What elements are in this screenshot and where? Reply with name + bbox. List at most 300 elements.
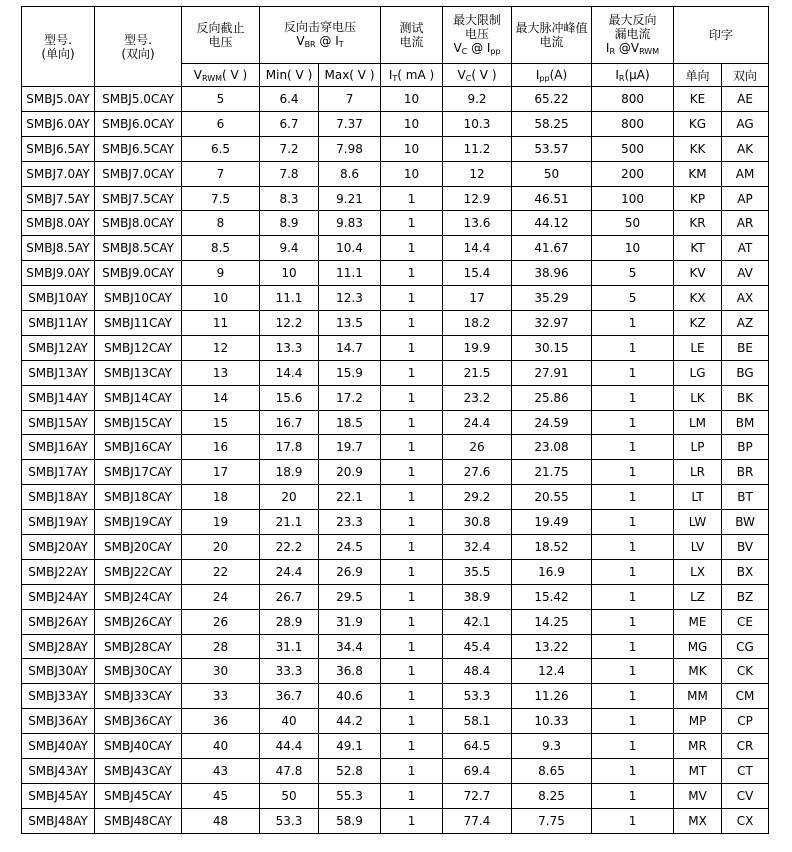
- cell-ipp: 10.33: [512, 709, 592, 734]
- cell-ipp: 19.49: [512, 510, 592, 535]
- cell-ir: 5: [592, 261, 674, 286]
- cell-marking-bi: CK: [722, 659, 769, 684]
- cell-ir: 1: [592, 460, 674, 485]
- cell-marking-uni: MG: [674, 634, 722, 659]
- cell-marking-uni: LW: [674, 510, 722, 535]
- cell-vbr-max: 23.3: [319, 510, 381, 535]
- cell-ipp: 7.75: [512, 808, 592, 833]
- cell-vbr-max: 24.5: [319, 535, 381, 560]
- cell-ir: 1: [592, 783, 674, 808]
- cell-ir: 1: [592, 535, 674, 560]
- table-row: [22, 286, 769, 311]
- cell-it: 1: [381, 734, 443, 759]
- cell-ipp: 18.52: [512, 535, 592, 560]
- cell-model-uni: SMBJ30AY: [22, 659, 95, 684]
- table-row: [22, 111, 769, 136]
- cell-model-uni: SMBJ13AY: [22, 360, 95, 385]
- cell-vc: 14.4: [443, 236, 512, 261]
- cell-model-uni: SMBJ8.5AY: [22, 236, 95, 261]
- cell-it: 1: [381, 609, 443, 634]
- cell-marking-uni: MV: [674, 783, 722, 808]
- cell-vbr-min: 14.4: [260, 360, 319, 385]
- cell-ir: 1: [592, 759, 674, 784]
- cell-marking-uni: KP: [674, 186, 722, 211]
- cell-model-uni: SMBJ5.0AY: [22, 87, 95, 112]
- table-row: [22, 211, 769, 236]
- cell-marking-uni: KX: [674, 286, 722, 311]
- cell-vbr-min: 10: [260, 261, 319, 286]
- cell-vbr-min: 7.2: [260, 136, 319, 161]
- cell-marking-bi: AT: [722, 236, 769, 261]
- cell-vrwm: 20: [182, 535, 260, 560]
- cell-marking-bi: BK: [722, 385, 769, 410]
- cell-vc: 48.4: [443, 659, 512, 684]
- cell-marking-bi: CX: [722, 808, 769, 833]
- cell-marking-bi: AZ: [722, 311, 769, 336]
- cell-vrwm: 11: [182, 311, 260, 336]
- subheader-vrwm: $V_{RWM}$( V ): [182, 64, 260, 87]
- cell-vrwm: 8: [182, 211, 260, 236]
- cell-vc: 18.2: [443, 311, 512, 336]
- cell-marking-bi: CR: [722, 734, 769, 759]
- cell-vc: 17: [443, 286, 512, 311]
- cell-marking-bi: BM: [722, 410, 769, 435]
- header-peak-pulse-current: 最大脉冲峰值 电流: [512, 7, 592, 64]
- cell-marking-bi: BW: [722, 510, 769, 535]
- cell-vbr-min: 44.4: [260, 734, 319, 759]
- table-row: [22, 136, 769, 161]
- cell-marking-uni: LP: [674, 435, 722, 460]
- cell-ipp: 8.25: [512, 783, 592, 808]
- cell-model-bi: SMBJ5.0CAY: [95, 87, 182, 112]
- cell-vc: 23.2: [443, 385, 512, 410]
- cell-vrwm: 40: [182, 734, 260, 759]
- cell-ir: 1: [592, 311, 674, 336]
- table-row: [22, 808, 769, 833]
- cell-vbr-min: 24.4: [260, 559, 319, 584]
- cell-ipp: 20.55: [512, 485, 592, 510]
- cell-vrwm: 22: [182, 559, 260, 584]
- cell-vc: 32.4: [443, 535, 512, 560]
- cell-it: 1: [381, 485, 443, 510]
- cell-vrwm: 9: [182, 261, 260, 286]
- cell-marking-bi: BR: [722, 460, 769, 485]
- cell-marking-uni: KE: [674, 87, 722, 112]
- cell-model-uni: SMBJ24AY: [22, 584, 95, 609]
- cell-vbr-min: 15.6: [260, 385, 319, 410]
- cell-ir: 1: [592, 485, 674, 510]
- cell-vbr-min: 31.1: [260, 634, 319, 659]
- cell-ipp: 16.9: [512, 559, 592, 584]
- cell-marking-uni: ME: [674, 609, 722, 634]
- table-row: [22, 161, 769, 186]
- cell-ipp: 24.59: [512, 410, 592, 435]
- cell-it: 1: [381, 385, 443, 410]
- cell-vbr-max: 40.6: [319, 684, 381, 709]
- table-row: [22, 435, 769, 460]
- cell-it: 1: [381, 460, 443, 485]
- cell-vbr-max: 7.37: [319, 111, 381, 136]
- cell-vrwm: 18: [182, 485, 260, 510]
- cell-model-bi: SMBJ12CAY: [95, 335, 182, 360]
- cell-vbr-min: 11.1: [260, 286, 319, 311]
- cell-marking-uni: MP: [674, 709, 722, 734]
- cell-vc: 64.5: [443, 734, 512, 759]
- cell-ipp: 23.08: [512, 435, 592, 460]
- cell-ipp: 41.67: [512, 236, 592, 261]
- header-model-unidirectional: 型号. (单向): [22, 7, 95, 87]
- cell-vbr-max: 29.5: [319, 584, 381, 609]
- cell-it: 1: [381, 659, 443, 684]
- cell-ipp: 25.86: [512, 385, 592, 410]
- cell-model-bi: SMBJ11CAY: [95, 311, 182, 336]
- table-row: [22, 609, 769, 634]
- table-row: [22, 360, 769, 385]
- cell-vbr-min: 7.8: [260, 161, 319, 186]
- cell-marking-bi: BX: [722, 559, 769, 584]
- header-model-bidirectional: 型号. (双向): [95, 7, 182, 87]
- cell-it: 1: [381, 634, 443, 659]
- cell-model-uni: SMBJ7.0AY: [22, 161, 95, 186]
- table-row: [22, 186, 769, 211]
- cell-vbr-min: 8.9: [260, 211, 319, 236]
- cell-vbr-max: 7: [319, 87, 381, 112]
- cell-model-uni: SMBJ48AY: [22, 808, 95, 833]
- cell-model-bi: SMBJ36CAY: [95, 709, 182, 734]
- cell-it: 1: [381, 311, 443, 336]
- cell-ipp: 35.29: [512, 286, 592, 311]
- cell-vrwm: 10: [182, 286, 260, 311]
- cell-marking-uni: LK: [674, 385, 722, 410]
- cell-vbr-max: 9.83: [319, 211, 381, 236]
- cell-vc: 30.8: [443, 510, 512, 535]
- cell-model-bi: SMBJ30CAY: [95, 659, 182, 684]
- cell-vbr-max: 44.2: [319, 709, 381, 734]
- subheader-marking-uni: 单向: [674, 64, 722, 87]
- subheader-vc: $V_C$( V ): [443, 64, 512, 87]
- cell-vbr-max: 7.98: [319, 136, 381, 161]
- cell-vrwm: 24: [182, 584, 260, 609]
- cell-model-uni: SMBJ16AY: [22, 435, 95, 460]
- cell-model-bi: SMBJ48CAY: [95, 808, 182, 833]
- cell-vbr-min: 18.9: [260, 460, 319, 485]
- cell-vbr-max: 11.1: [319, 261, 381, 286]
- cell-marking-bi: BZ: [722, 584, 769, 609]
- cell-it: 1: [381, 186, 443, 211]
- cell-marking-uni: MM: [674, 684, 722, 709]
- cell-ir: 1: [592, 410, 674, 435]
- cell-model-uni: SMBJ6.5AY: [22, 136, 95, 161]
- cell-vc: 24.4: [443, 410, 512, 435]
- cell-marking-bi: BE: [722, 335, 769, 360]
- cell-marking-bi: AP: [722, 186, 769, 211]
- cell-model-bi: SMBJ7.5CAY: [95, 186, 182, 211]
- table-row: [22, 311, 769, 336]
- cell-it: 1: [381, 211, 443, 236]
- table-row: [22, 584, 769, 609]
- cell-ipp: 65.22: [512, 87, 592, 112]
- cell-vrwm: 7: [182, 161, 260, 186]
- cell-ir: 1: [592, 510, 674, 535]
- cell-vbr-max: 14.7: [319, 335, 381, 360]
- subheader-ipp: $I_{pp}(A)$: [512, 64, 592, 87]
- cell-ipp: 8.65: [512, 759, 592, 784]
- cell-vrwm: 33: [182, 684, 260, 709]
- cell-marking-uni: KM: [674, 161, 722, 186]
- cell-ir: 1: [592, 634, 674, 659]
- table-row: [22, 709, 769, 734]
- cell-it: 1: [381, 410, 443, 435]
- cell-ipp: 14.25: [512, 609, 592, 634]
- cell-vc: 45.4: [443, 634, 512, 659]
- cell-model-uni: SMBJ45AY: [22, 783, 95, 808]
- cell-marking-uni: KG: [674, 111, 722, 136]
- cell-vbr-max: 8.6: [319, 161, 381, 186]
- cell-vbr-max: 34.4: [319, 634, 381, 659]
- cell-vbr-min: 21.1: [260, 510, 319, 535]
- table-row: [22, 684, 769, 709]
- cell-model-uni: SMBJ43AY: [22, 759, 95, 784]
- subheader-it: $I_T$( mA ): [381, 64, 443, 87]
- cell-ir: 1: [592, 584, 674, 609]
- cell-ir: 200: [592, 161, 674, 186]
- cell-model-bi: SMBJ6.5CAY: [95, 136, 182, 161]
- cell-model-bi: SMBJ17CAY: [95, 460, 182, 485]
- cell-vc: 42.1: [443, 609, 512, 634]
- cell-marking-uni: MR: [674, 734, 722, 759]
- cell-vrwm: 36: [182, 709, 260, 734]
- cell-model-bi: SMBJ6.0CAY: [95, 111, 182, 136]
- cell-ipp: 30.15: [512, 335, 592, 360]
- cell-vc: 12: [443, 161, 512, 186]
- cell-model-bi: SMBJ19CAY: [95, 510, 182, 535]
- cell-ir: 1: [592, 734, 674, 759]
- spec-table: [21, 6, 769, 834]
- cell-model-uni: SMBJ19AY: [22, 510, 95, 535]
- cell-model-uni: SMBJ17AY: [22, 460, 95, 485]
- table-row: [22, 236, 769, 261]
- cell-it: 1: [381, 335, 443, 360]
- cell-ir: 50: [592, 211, 674, 236]
- table-row: [22, 385, 769, 410]
- cell-vbr-min: 26.7: [260, 584, 319, 609]
- cell-vbr-min: 16.7: [260, 410, 319, 435]
- cell-model-bi: SMBJ10CAY: [95, 286, 182, 311]
- cell-marking-uni: LZ: [674, 584, 722, 609]
- table-row: [22, 783, 769, 808]
- cell-marking-bi: BV: [722, 535, 769, 560]
- cell-it: 1: [381, 584, 443, 609]
- cell-ipp: 50: [512, 161, 592, 186]
- table-row: [22, 87, 769, 112]
- cell-vbr-min: 28.9: [260, 609, 319, 634]
- cell-vc: 53.3: [443, 684, 512, 709]
- cell-vbr-min: 50: [260, 783, 319, 808]
- cell-model-bi: SMBJ45CAY: [95, 783, 182, 808]
- cell-vrwm: 45: [182, 783, 260, 808]
- cell-vc: 13.6: [443, 211, 512, 236]
- cell-ir: 100: [592, 186, 674, 211]
- cell-marking-bi: AK: [722, 136, 769, 161]
- cell-marking-bi: BG: [722, 360, 769, 385]
- cell-model-bi: SMBJ16CAY: [95, 435, 182, 460]
- cell-ir: 1: [592, 709, 674, 734]
- cell-marking-uni: KT: [674, 236, 722, 261]
- cell-vbr-max: 36.8: [319, 659, 381, 684]
- cell-model-uni: SMBJ28AY: [22, 634, 95, 659]
- cell-vrwm: 19: [182, 510, 260, 535]
- cell-it: 10: [381, 136, 443, 161]
- cell-ir: 1: [592, 335, 674, 360]
- cell-marking-uni: LV: [674, 535, 722, 560]
- cell-model-uni: SMBJ18AY: [22, 485, 95, 510]
- cell-vbr-max: 52.8: [319, 759, 381, 784]
- cell-vc: 35.5: [443, 559, 512, 584]
- cell-vc: 26: [443, 435, 512, 460]
- cell-vbr-max: 10.4: [319, 236, 381, 261]
- header-test-current: 测试 电流: [381, 7, 443, 64]
- cell-vrwm: 17: [182, 460, 260, 485]
- cell-it: 1: [381, 510, 443, 535]
- cell-marking-bi: CT: [722, 759, 769, 784]
- cell-model-bi: SMBJ18CAY: [95, 485, 182, 510]
- cell-ipp: 46.51: [512, 186, 592, 211]
- table-body: [22, 87, 769, 834]
- header-clamping-voltage: 最大限制 电压 $V_C$ @ $I_{pp}$: [443, 7, 512, 64]
- cell-marking-uni: LX: [674, 559, 722, 584]
- cell-marking-uni: KZ: [674, 311, 722, 336]
- cell-marking-bi: CE: [722, 609, 769, 634]
- cell-vrwm: 13: [182, 360, 260, 385]
- cell-ipp: 58.25: [512, 111, 592, 136]
- cell-marking-uni: KK: [674, 136, 722, 161]
- cell-model-bi: SMBJ24CAY: [95, 584, 182, 609]
- cell-model-uni: SMBJ7.5AY: [22, 186, 95, 211]
- cell-vrwm: 28: [182, 634, 260, 659]
- cell-vbr-max: 9.21: [319, 186, 381, 211]
- table-row: [22, 335, 769, 360]
- cell-marking-bi: BP: [722, 435, 769, 460]
- cell-it: 1: [381, 360, 443, 385]
- cell-model-bi: SMBJ13CAY: [95, 360, 182, 385]
- cell-model-bi: SMBJ20CAY: [95, 535, 182, 560]
- cell-vbr-max: 58.9: [319, 808, 381, 833]
- cell-vc: 10.3: [443, 111, 512, 136]
- cell-marking-bi: AV: [722, 261, 769, 286]
- cell-vbr-max: 19.7: [319, 435, 381, 460]
- cell-vc: 12.9: [443, 186, 512, 211]
- table-row: [22, 485, 769, 510]
- cell-vbr-min: 9.4: [260, 236, 319, 261]
- cell-vbr-min: 47.8: [260, 759, 319, 784]
- cell-ipp: 27.91: [512, 360, 592, 385]
- cell-vbr-max: 18.5: [319, 410, 381, 435]
- cell-vrwm: 15: [182, 410, 260, 435]
- cell-vbr-max: 22.1: [319, 485, 381, 510]
- cell-marking-uni: LT: [674, 485, 722, 510]
- cell-it: 1: [381, 535, 443, 560]
- cell-model-bi: SMBJ40CAY: [95, 734, 182, 759]
- cell-vc: 9.2: [443, 87, 512, 112]
- cell-vrwm: 6: [182, 111, 260, 136]
- cell-vrwm: 26: [182, 609, 260, 634]
- cell-vbr-max: 55.3: [319, 783, 381, 808]
- cell-model-uni: SMBJ26AY: [22, 609, 95, 634]
- cell-model-uni: SMBJ15AY: [22, 410, 95, 435]
- subheader-ir: $I_R(\mu A)$: [592, 64, 674, 87]
- cell-vc: 58.1: [443, 709, 512, 734]
- cell-ir: 1: [592, 808, 674, 833]
- table-row: [22, 759, 769, 784]
- cell-vbr-min: 53.3: [260, 808, 319, 833]
- cell-vc: 29.2: [443, 485, 512, 510]
- table-row: [22, 659, 769, 684]
- cell-it: 1: [381, 236, 443, 261]
- cell-vbr-max: 17.2: [319, 385, 381, 410]
- cell-it: 1: [381, 261, 443, 286]
- cell-marking-uni: LM: [674, 410, 722, 435]
- cell-vrwm: 5: [182, 87, 260, 112]
- cell-it: 1: [381, 709, 443, 734]
- cell-marking-bi: CV: [722, 783, 769, 808]
- cell-it: 10: [381, 111, 443, 136]
- cell-it: 1: [381, 759, 443, 784]
- cell-ipp: 32.97: [512, 311, 592, 336]
- table-row: [22, 535, 769, 560]
- cell-model-uni: SMBJ20AY: [22, 535, 95, 560]
- cell-vc: 19.9: [443, 335, 512, 360]
- cell-model-bi: SMBJ8.5CAY: [95, 236, 182, 261]
- cell-ipp: 44.12: [512, 211, 592, 236]
- cell-marking-uni: KV: [674, 261, 722, 286]
- cell-vc: 11.2: [443, 136, 512, 161]
- cell-model-bi: SMBJ9.0CAY: [95, 261, 182, 286]
- cell-vc: 69.4: [443, 759, 512, 784]
- cell-vrwm: 43: [182, 759, 260, 784]
- cell-marking-bi: CG: [722, 634, 769, 659]
- cell-ir: 800: [592, 111, 674, 136]
- cell-marking-uni: LR: [674, 460, 722, 485]
- cell-vc: 38.9: [443, 584, 512, 609]
- cell-marking-bi: CM: [722, 684, 769, 709]
- cell-ir: 1: [592, 360, 674, 385]
- cell-model-uni: SMBJ10AY: [22, 286, 95, 311]
- cell-ir: 500: [592, 136, 674, 161]
- cell-vbr-min: 36.7: [260, 684, 319, 709]
- cell-vc: 15.4: [443, 261, 512, 286]
- cell-vbr-min: 22.2: [260, 535, 319, 560]
- cell-model-bi: SMBJ7.0CAY: [95, 161, 182, 186]
- cell-vbr-max: 31.9: [319, 609, 381, 634]
- cell-model-bi: SMBJ8.0CAY: [95, 211, 182, 236]
- cell-ir: 1: [592, 435, 674, 460]
- cell-ipp: 12.4: [512, 659, 592, 684]
- cell-marking-bi: AE: [722, 87, 769, 112]
- cell-vbr-max: 49.1: [319, 734, 381, 759]
- cell-model-bi: SMBJ43CAY: [95, 759, 182, 784]
- cell-model-bi: SMBJ22CAY: [95, 559, 182, 584]
- cell-marking-uni: KR: [674, 211, 722, 236]
- table-row: [22, 510, 769, 535]
- subheader-marking-bi: 双向: [722, 64, 769, 87]
- cell-ir: 1: [592, 559, 674, 584]
- cell-model-uni: SMBJ36AY: [22, 709, 95, 734]
- table-row: [22, 734, 769, 759]
- cell-vrwm: 14: [182, 385, 260, 410]
- cell-marking-bi: AR: [722, 211, 769, 236]
- cell-marking-uni: LE: [674, 335, 722, 360]
- cell-model-uni: SMBJ33AY: [22, 684, 95, 709]
